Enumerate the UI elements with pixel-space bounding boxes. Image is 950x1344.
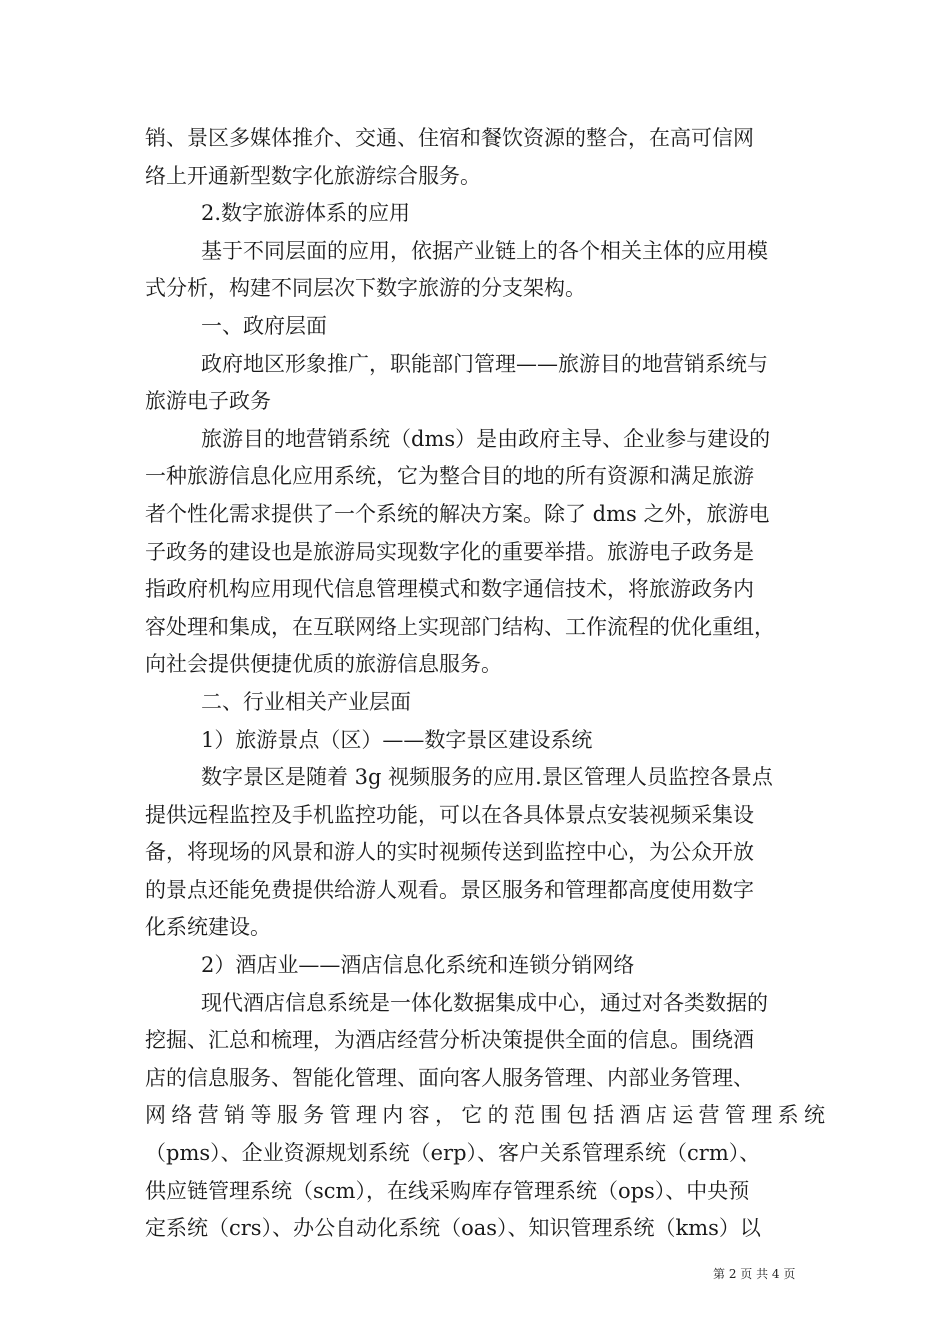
text-line: 现代酒店信息系统是一体化数据集成中心，通过对各类数据的 <box>201 990 768 1015</box>
text-line: 销、景区多媒体推介、交通、住宿和餐饮资源的整合，在高可信网 <box>145 126 754 150</box>
text-line: 1）旅游景点（区）——数字景区建设系统 <box>201 727 593 752</box>
text-line: 备，将现场的风景和游人的实时视频传送到监控中心，为公众开放 <box>145 840 754 865</box>
text-line: 二、行业相关产业层面 <box>201 689 411 714</box>
text-line: 基于不同层面的应用，依据产业链上的各个相关主体的应用模 <box>201 238 768 263</box>
text-line: 一种旅游信息化应用系统，它为整合目的地的所有资源和满足旅游 <box>145 464 754 489</box>
text-line: 的景点还能免费提供给游人观看。景区服务和管理都高度使用数字 <box>145 877 754 902</box>
text-line: 2.数字旅游体系的应用 <box>201 201 411 226</box>
text-line: 网络营销等服务管理内容，它的范围包括酒店运营管理系统 <box>145 1103 825 1128</box>
text-line: 旅游电子政务 <box>145 389 271 414</box>
text-line: 络上开通新型数字化旅游综合服务。 <box>145 163 481 188</box>
text-line: 2）酒店业——酒店信息化系统和连锁分销网络 <box>201 953 635 978</box>
page-number-footer: 第 2 页 共 4 页 <box>713 1267 796 1281</box>
text-line: 一、政府层面 <box>201 313 327 338</box>
text-line: 向社会提供便捷优质的旅游信息服务。 <box>145 652 502 677</box>
document-body <box>145 120 825 1248</box>
text-line: 者个性化需求提供了一个系统的解决方案。除了 dms 之外，旅游电 <box>145 501 770 526</box>
text-line: 子政务的建设也是旅游局实现数字化的重要举措。旅游电子政务是 <box>145 539 754 564</box>
text-line: 数字景区是随着 3g 视频服务的应用.景区管理人员监控各景点 <box>201 765 773 790</box>
text-line: 提供远程监控及手机监控功能，可以在各具体景点安装视频采集设 <box>145 802 754 827</box>
text-line: 挖掘、汇总和梳理，为酒店经营分析决策提供全面的信息。围绕酒 <box>145 1028 754 1053</box>
text-line: 式分析，构建不同层次下数字旅游的分支架构。 <box>145 276 586 301</box>
text-line: 容处理和集成，在互联网络上实现部门结构、工作流程的优化重组， <box>145 614 775 639</box>
text-line: 指政府机构应用现代信息管理模式和数字通信技术，将旅游政务内 <box>145 577 754 602</box>
text-line: 旅游目的地营销系统（dms）是由政府主导、企业参与建设的 <box>201 426 771 451</box>
text-line: 定系统（crs）、办公自动化系统（oas）、知识管理系统（kms）以 <box>145 1216 761 1241</box>
text-line: 政府地区形象推广，职能部门管理——旅游目的地营销系统与 <box>201 351 768 376</box>
text-line: 店的信息服务、智能化管理、面向客人服务管理、内部业务管理、 <box>145 1065 754 1090</box>
text-line: 化系统建设。 <box>145 915 271 940</box>
text-line: （pms）、企业资源规划系统（erp）、客户关系管理系统（crm）、 <box>145 1141 761 1166</box>
text-line: 供应链管理系统（scm），在线采购库存管理系统（ops）、中央预 <box>145 1178 750 1203</box>
